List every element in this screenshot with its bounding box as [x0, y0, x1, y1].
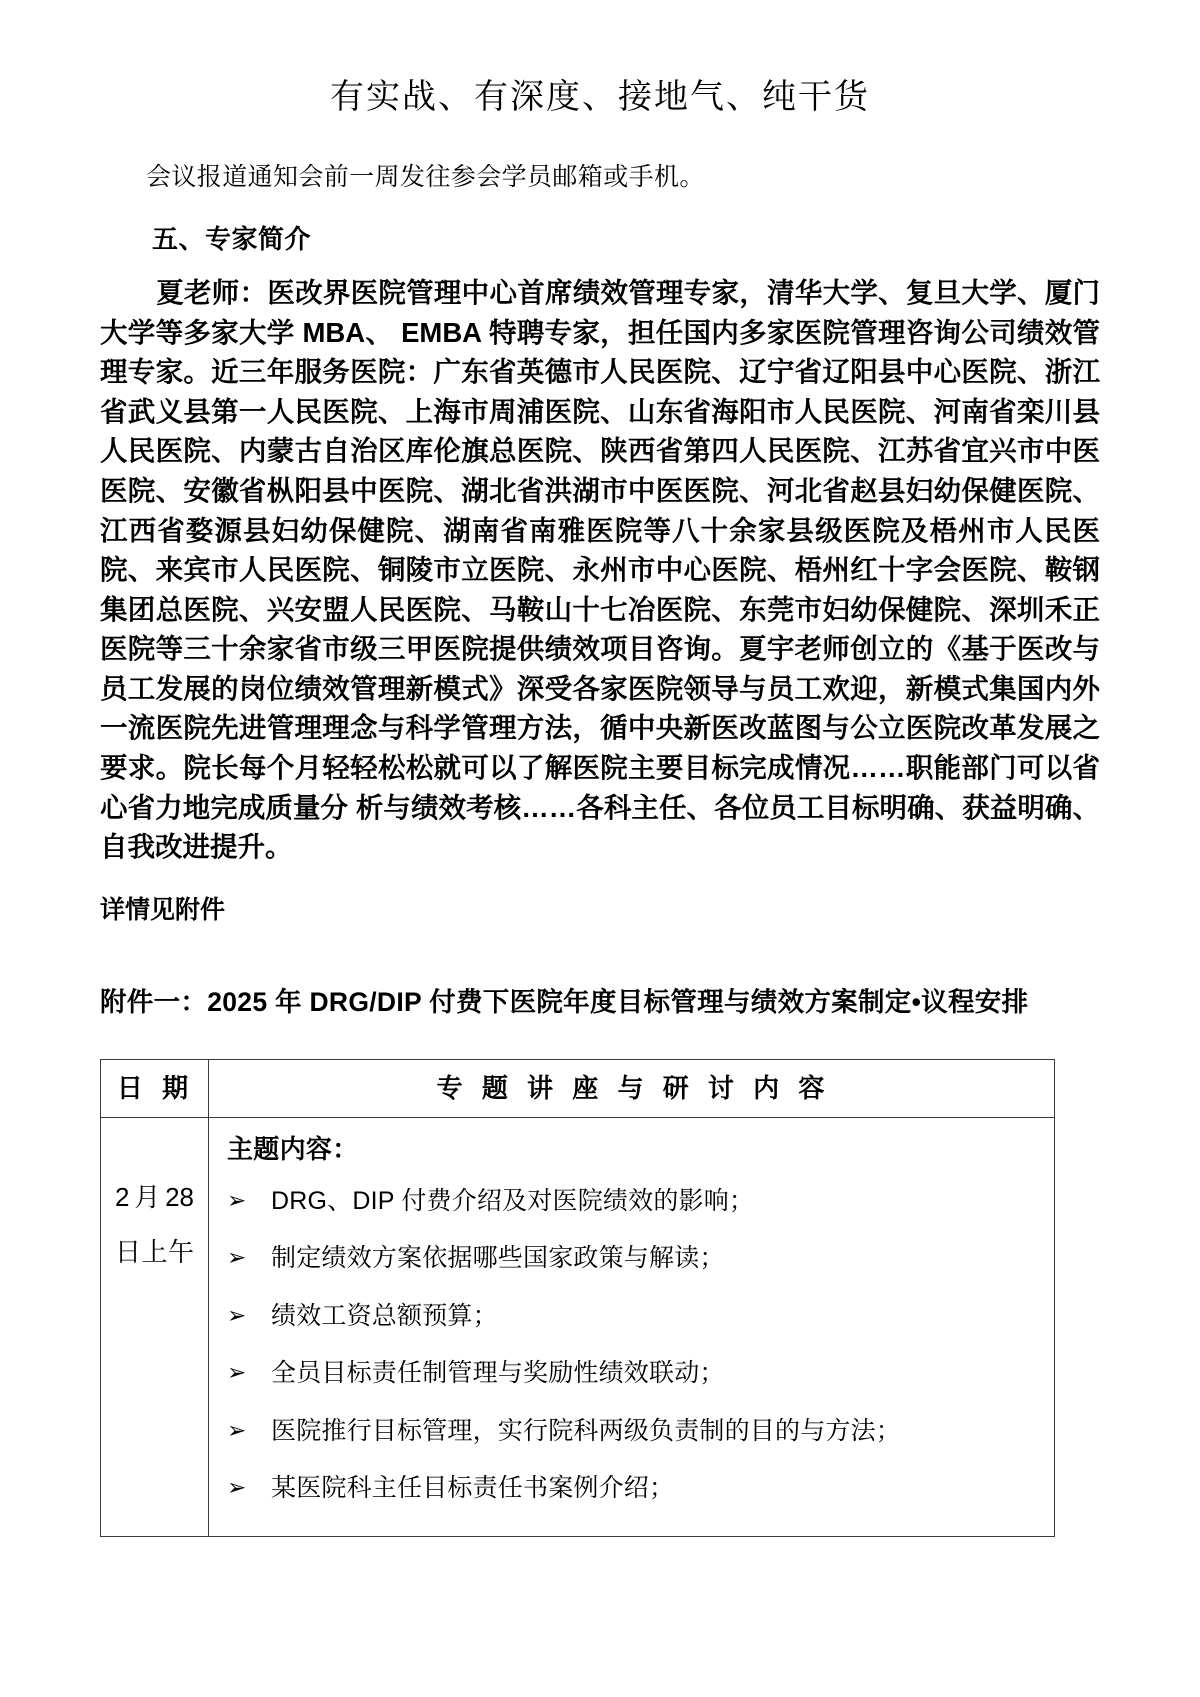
cell-date [101, 1117, 209, 1536]
arrow-bullet-icon: ➢ [227, 1245, 247, 1272]
list-item [227, 1403, 1040, 1461]
expert-bio-text: 夏老师：医改界医院管理中心首席绩效管理专家，清华大学、复旦大学、厦门大学等多家大学 MBA、 EMBA 特聘专家，担任国内多家医院管理咨询公司绩效管理专家。近三年服务医院：广东省英德市人民医院、辽宁省辽阳县中心医院、浙江省武义县第一人民医院、上海市周浦医院、山东省海阳市人民医院、河南省栾川县人民医院、内蒙古自治区库伦旗总医院、陕西省第四人民医院、江苏省宜兴市中医医院、安徽省枞阳县中医院、湖北省洪湖市中医医院、河北省赵县妇幼保健医院、江西省婺源县妇幼保健院、湖南省南雅医院等八十余家县级医院及梧州市人民医院、来宾市人民医院、铜陵市立医院、永州市中心医院、梧州红十字会医院、鞍钢集团总医院、兴安盟人民医院、马鞍山十七冶医院、东莞市妇幼保健院、深圳禾正医院等三十余家省市级三甲医院提供绩效项目咨询。夏宇老师创立的《基于医改与员工发展的岗位绩效管理新模式》深受各家医院领导与员工欢迎，新模式集国内外一流医院先进管理理念与科学管理方法，循中央新医改蓝图与公立医院改革发展之要求。院长每个月轻轻松松就可以了解医院主要目标完成情况……职能部门可以省心省力地完成质量分 析与绩效考核……各科主任、各位员工目标明确、获益明确、自我改进提升。 [100, 276, 1100, 863]
expert-bio-paragraph [100, 257, 1100, 867]
topic-title: 主题内容： [227, 1133, 359, 1164]
agenda-table-container [100, 1029, 1100, 1537]
agenda-table-head [101, 1059, 1055, 1117]
column-header-topic [209, 1059, 1055, 1117]
list-item [227, 1288, 1040, 1346]
section-heading-expert-intro: 五、专家简介 [152, 223, 312, 254]
see-attachment-note: 详情见附件 [100, 895, 226, 924]
list-item [227, 1345, 1040, 1403]
table-header-row [101, 1059, 1055, 1117]
list-item-label: DRG、DIP 付费介绍及对医院绩效的影响； [271, 1186, 755, 1215]
list-item-label: 全员目标责任制管理与奖励性绩效联动； [271, 1359, 725, 1388]
topic-cell-inner [209, 1118, 1054, 1536]
cell-date-value: 2月28日上午 [115, 1181, 194, 1267]
page-title: 有实战、有深度、接地气、纯干货 [330, 79, 870, 116]
attachment-heading: 附件一：2025 年 DRG/DIP 付费下医院年度目标管理与绩效方案制定•议程安排 [100, 986, 1029, 1017]
column-header-date [101, 1059, 209, 1117]
notice-paragraph: 会议报道通知会前一周发往参会学员邮箱或手机。 [146, 162, 705, 191]
list-item-label: 医院推行目标管理，实行院科两级负责制的目的与方法； [271, 1416, 902, 1445]
cell-topic [209, 1117, 1055, 1536]
agenda-table [100, 1059, 1055, 1537]
arrow-bullet-icon: ➢ [227, 1360, 247, 1387]
agenda-table-body [101, 1117, 1055, 1536]
list-item-label: 某医院科主任目标责任书案例介绍； [271, 1474, 675, 1503]
list-item-label: 绩效工资总额预算； [271, 1301, 498, 1330]
list-item-label: 制定绩效方案依据哪些国家政策与解读； [271, 1244, 725, 1273]
column-header-topic-label: 专 题 讲 座 与 研 讨 内 容 [436, 1072, 831, 1103]
list-item [227, 1230, 1040, 1288]
list-item [227, 1460, 1040, 1518]
arrow-bullet-icon: ➢ [227, 1187, 247, 1214]
arrow-bullet-icon: ➢ [227, 1302, 247, 1329]
list-item [227, 1173, 1040, 1231]
arrow-bullet-icon: ➢ [227, 1417, 247, 1444]
column-header-date-label: 日 期 [116, 1072, 195, 1103]
arrow-bullet-icon: ➢ [227, 1475, 247, 1502]
table-row [101, 1117, 1055, 1536]
topic-bullet-list [227, 1173, 1040, 1518]
